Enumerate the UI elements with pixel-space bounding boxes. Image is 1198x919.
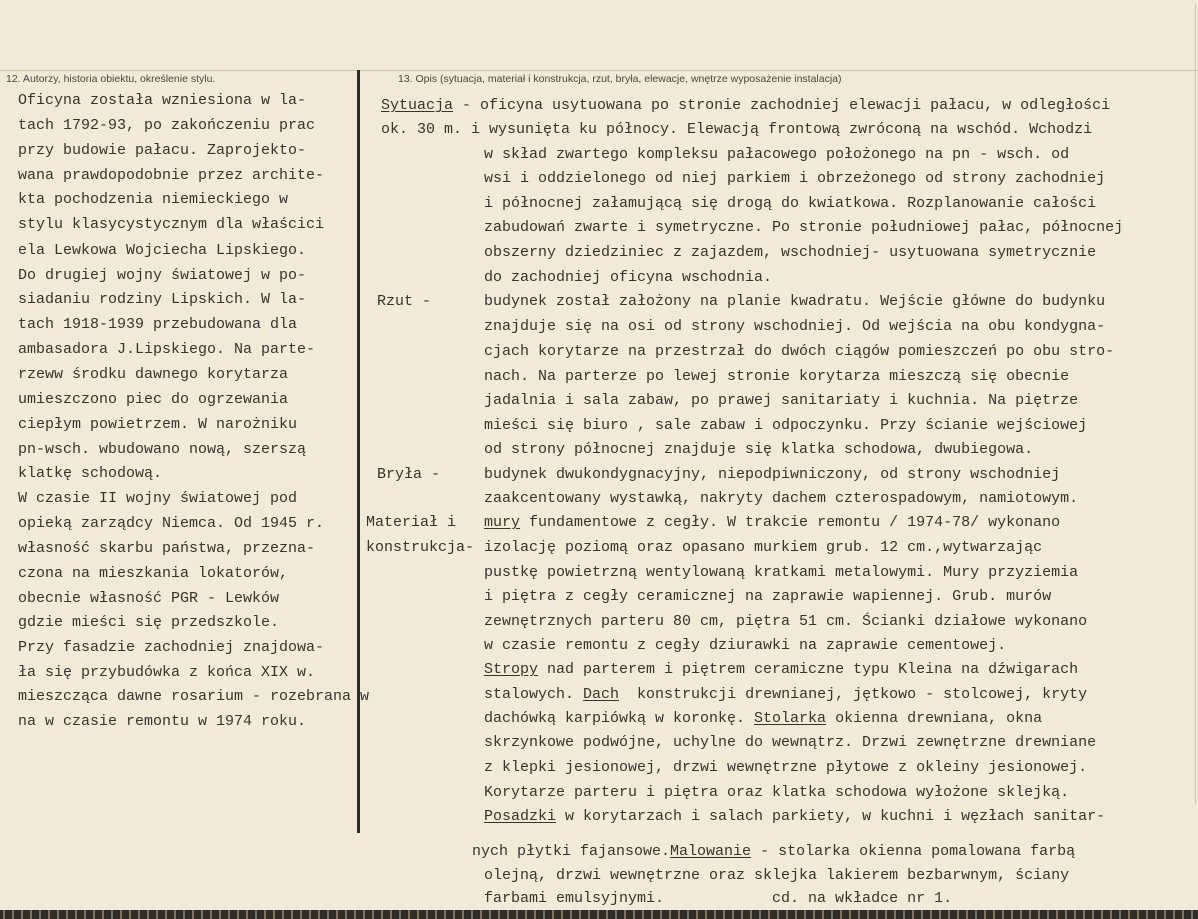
material-line: i piętra z cegły ceramicznej na zaprawie wapiennej. Grub. murów — [484, 588, 1052, 605]
malowanie-keyword: Malowanie — [670, 843, 752, 860]
stropy-line — [484, 661, 1078, 679]
rzut-label: Rzut - — [377, 293, 432, 310]
history-line: siadaniu rodziny Lipskich. W la- — [18, 291, 307, 308]
material-line: Korytarze parteru i piętra oraz klatka schodowa wyłożone sklejką. — [484, 784, 1070, 801]
sytuacja-line: zabudowań zwarte i symetryczne. Po stronie południowej pałac, północnej — [484, 219, 1124, 236]
history-line: ła się przybudówka z końca XIX w. — [18, 664, 316, 681]
sytuacja-text: oficyna usytuowana po stronie zachodniej elewacji pałacu, w odległości — [480, 97, 1111, 114]
sytuacja-line: ok. 30 m. i wysunięta ku północy. Elewacją frontową zwróconą na wschód. Wchodzi — [381, 121, 1093, 138]
scan-bottom-edge — [0, 910, 1198, 919]
sytuacja-line: i północnej załamującą się drogą do kwiatkowa. Rozplanowanie całości — [484, 195, 1097, 212]
stolarka-prefix: dachówką karpiówką w koronkę. — [484, 710, 755, 727]
material-label-1: Materiał i — [366, 514, 457, 531]
mury-keyword: mury — [484, 514, 521, 531]
sytuacja-line: obszerny dziedziniec z zajazdem, wschodniej- usytuowana symetrycznie — [484, 244, 1097, 261]
bryla-line: budynek dwukondygnacyjny, niepodpiwniczony, od strony wschodniej — [484, 466, 1061, 483]
history-line: mieszcząca dawne rosarium - rozebrana w — [18, 688, 370, 705]
material-line: z klepki jesionowej, drzwi wewnętrzne płytowe z okleiny jesionowej. — [484, 759, 1088, 776]
history-line: ela Lewkowa Wojciecha Lipskiego. — [18, 242, 307, 259]
material-line: w czasie remontu z cegły dziurawki na zaprawie cementowej. — [484, 637, 1007, 654]
section-12-header: 12. Autorzy, historia obiektu, określenie stylu. — [6, 73, 216, 85]
posadzki-text: w korytarzach i salach parkiety, w kuchni i węzłach sanitar- — [556, 808, 1106, 825]
posadzki-keyword: Posadzki — [484, 808, 557, 825]
dach-text: konstrukcji drewnianej, jętkowo - stolcowej, kryty — [619, 686, 1088, 703]
malowanie-line — [472, 843, 1075, 861]
history-line: tach 1792-93, po zakończeniu prac — [18, 117, 316, 134]
history-line: Oficyna została wzniesiona w la- — [18, 92, 307, 109]
material-label-2: konstrukcja- — [366, 539, 475, 556]
sytuacja-dash: - — [453, 97, 481, 114]
paper-edge — [1195, 4, 1196, 804]
material-line: skrzynkowe podwójne, uchylne do wewnątrz. Drzwi zewnętrzne drewniane — [484, 734, 1097, 751]
history-line: obecnie własność PGR - Lewków — [18, 590, 280, 607]
history-line: ciepłym powietrzem. W narożniku — [18, 416, 298, 433]
dach-keyword: Dach — [583, 686, 620, 703]
history-line: klatkę schodową. — [18, 465, 163, 482]
history-line: ambasadora J.Lipskiego. Na parte- — [18, 341, 316, 358]
stolarka-text: okienna drewniana, okna — [826, 710, 1043, 727]
material-line: izolację poziomą oraz opasano murkiem grub. 12 cm.,wytwarzając — [484, 539, 1043, 556]
history-line: umieszczono piec do ogrzewania — [18, 391, 289, 408]
sytuacja-line: w skład zwartego kompleksu pałacowego położonego na pn - wsch. od — [484, 146, 1070, 163]
history-line: tach 1918-1939 przebudowana dla — [18, 316, 298, 333]
material-line: zewnętrznych parteru 80 cm, piętra 51 cm. Ścianki działowe wykonano — [484, 613, 1088, 630]
history-line: rzeww środku dawnego korytarza — [18, 366, 289, 383]
mury-text: fundamentowe z cegły. W trakcie remontu / 1974-78/ wykonano — [520, 514, 1061, 531]
form-top-rule — [0, 70, 1198, 71]
history-line: wana prawdopodobnie przez archite- — [18, 167, 325, 184]
stolarka-line — [484, 710, 1042, 728]
history-line: przy budowie pałacu. Zaprojekto- — [18, 142, 307, 159]
sytuacja-line: wsi i oddzielonego od niej parkiem i obrzeżonego od strony zachodniej — [484, 170, 1106, 187]
history-line: czona na mieszkania lokatorów, — [18, 565, 289, 582]
final-line: farbami emulsyjnymi. cd. na wkładce nr 1. — [484, 890, 953, 907]
bryla-line: zaakcentowany wystawką, nakryty dachem czterospadowym, namiotowym. — [484, 490, 1079, 507]
stolarka-keyword: Stolarka — [754, 710, 827, 727]
history-line: własność skarbu państwa, przezna- — [18, 540, 316, 557]
history-line: W czasie II wojny światowej pod — [18, 490, 298, 507]
history-line: Do drugiej wojny światowej w po- — [18, 267, 307, 284]
history-line: pn-wsch. wbudowano nową, szerszą — [18, 441, 307, 458]
history-line: Przy fasadzie zachodniej znajdowa- — [18, 639, 325, 656]
malowanie-text: - stolarka okienna pomalowana farbą — [751, 843, 1076, 860]
malowanie-prefix: nych płytki fajansowe. — [472, 843, 671, 860]
sytuacja-line: do zachodniej oficyna wschodnia. — [484, 269, 773, 286]
sytuacja-label: Sytuacja — [381, 97, 454, 114]
bryla-label: Bryła - — [377, 466, 441, 483]
stropy-text: nad parterem i piętrem ceramiczne typu Kleina na dźwigarach — [538, 661, 1079, 678]
history-line: opieką zarządcy Niemca. Od 1945 r. — [18, 515, 325, 532]
sytuacja-first-line — [381, 97, 1110, 115]
rzut-line: mieści się biuro , sale zabaw i odpoczynku. Przy ścianie wejściowej — [484, 417, 1088, 434]
posadzki-line — [484, 808, 1105, 826]
section-13-header: 13. Opis (sytuacja, materiał i konstrukcja, rzut, bryła, elewacje, wnętrze wyposażenie instalacja) — [398, 73, 842, 85]
stropy-keyword: Stropy — [484, 661, 539, 678]
rzut-line: nach. Na parterze po lewej stronie korytarza mieszczą się obecnie — [484, 368, 1070, 385]
material-line: pustkę powietrzną wentylowaną kratkami metalowymi. Mury przyziemia — [484, 564, 1079, 581]
history-line: stylu klasycystycznym dla właścici — [18, 216, 325, 233]
rzut-line: jadalnia i sala zabaw, po prawej sanitariaty i kuchnia. Na piętrze — [484, 392, 1079, 409]
final-line: olejną, drzwi wewnętrzne oraz sklejka lakierem bezbarwnym, ściany — [484, 867, 1070, 884]
dach-line — [484, 686, 1087, 704]
material-line — [484, 514, 1060, 532]
rzut-line: znajduje się na osi od strony wschodniej. Od wejścia na obu kondygna- — [484, 318, 1106, 335]
history-line: kta pochodzenia niemieckiego w — [18, 191, 289, 208]
column-divider — [357, 70, 360, 833]
history-line: na w czasie remontu w 1974 roku. — [18, 713, 307, 730]
dach-prefix: stalowych. — [484, 686, 584, 703]
rzut-line: budynek został założony na planie kwadratu. Wejście główne do budynku — [484, 293, 1106, 310]
history-line: gdzie mieści się przedszkole. — [18, 614, 280, 631]
rzut-line: od strony północnej znajduje się klatka schodowa, dwubiegowa. — [484, 441, 1034, 458]
rzut-line: cjach korytarze na przestrzał do dwóch ciągów pomieszczeń po obu stro- — [484, 343, 1115, 360]
